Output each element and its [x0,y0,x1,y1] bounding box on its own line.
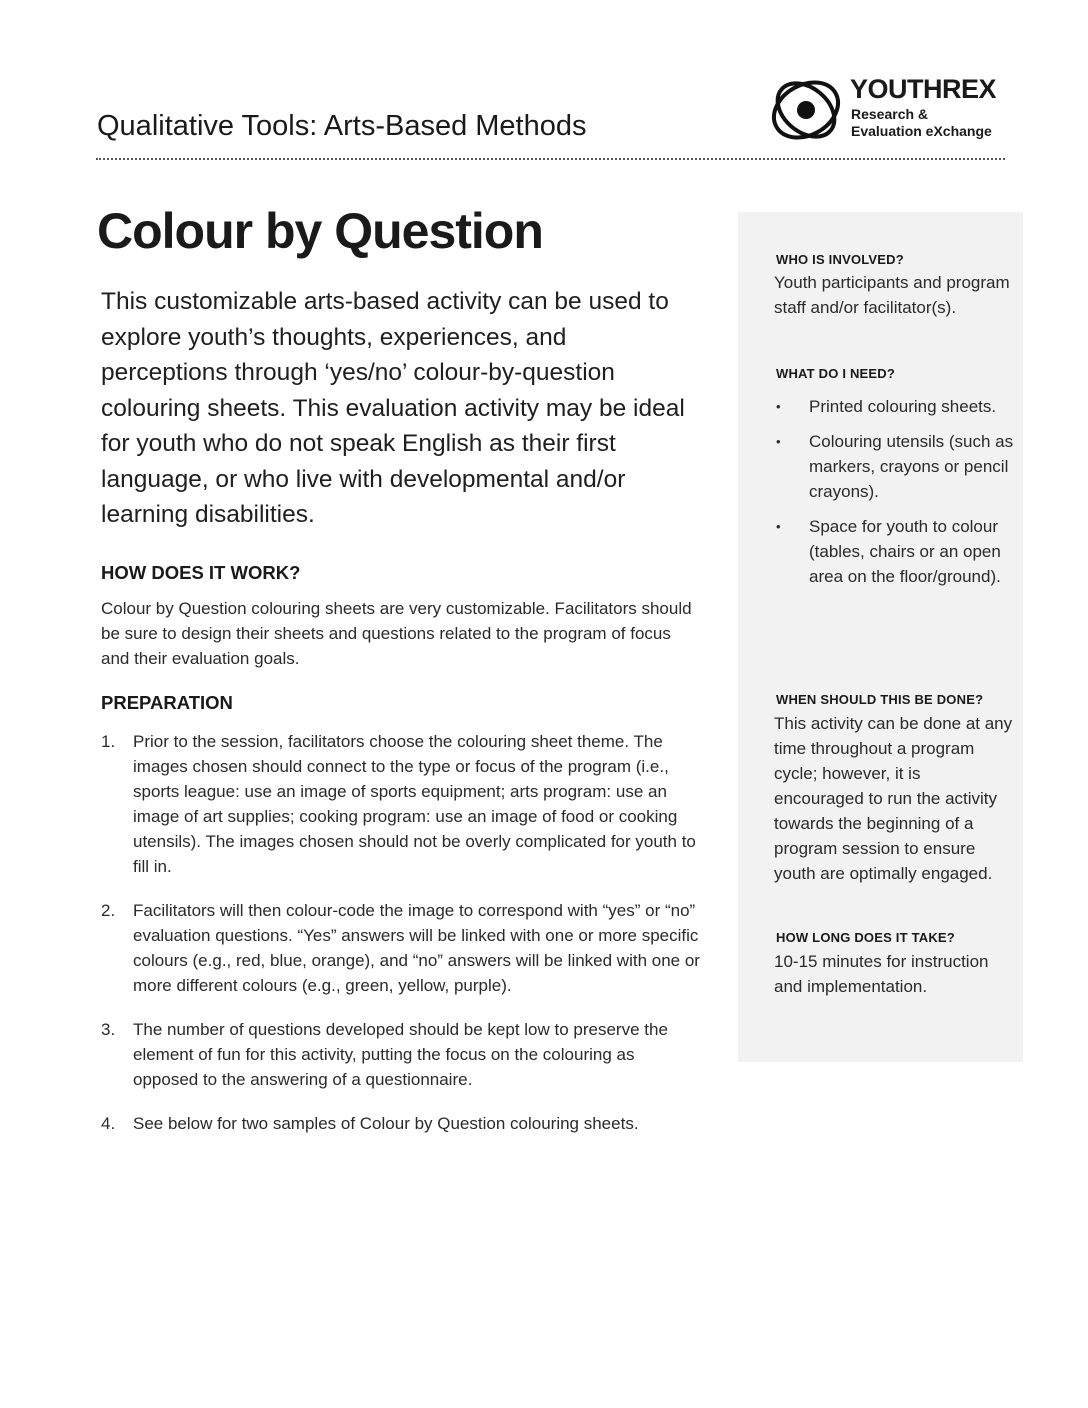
step-text: Facilitators will then colour-code the image to correspond with “yes” or “no” evaluation questions. “Yes” answers will be linked with one or more specific colours (e.g., red, blue, orange), and “no” answers will be linked with one or more different colours (e.g., green, yellow, purple). [133,901,700,995]
duration-heading: HOW LONG DOES IT TAKE? [776,930,955,945]
logo-name: YOUTHREX [850,74,997,104]
youthrex-logo [766,72,1008,152]
step-text: Prior to the session, facilitators choose the colouring sheet theme. The images chosen should connect to the type or focus of the program (i.e., sports league: use an image of sports equipment; arts program: use an image of art supplies; cooking program: use an image of food or cooking utensils). The images chosen should not be overly complicated for youth to fill in. [133,732,696,876]
list-item [774,394,1014,419]
duration-text: 10-15 minutes for instruction and implementation. [774,952,989,996]
list-item [774,429,1014,504]
logo-tagline-line-2: Evaluation eXchange [851,123,992,139]
need-item-text: Colouring utensils (such as markers, crayons or pencil crayons). [809,432,1014,501]
step-text: The number of questions developed should be kept low to preserve the element of fun for this activity, putting the focus on the colouring as opposed to the answering of a questionnaire. [133,1020,668,1089]
step-number: 4. [101,1114,116,1133]
step-number: 3. [101,1020,116,1039]
header-title: Qualitative Tools: Arts-Based Methods [97,110,587,142]
when-text: This activity can be done at any time throughout a program cycle; however, it is encouraged to run the activity towards the beginning of a program session to ensure youth are optimally engaged. [774,714,1013,883]
how-it-works-heading: HOW DOES IT WORK? [101,562,301,583]
need-item-text: Printed colouring sheets. [809,397,997,416]
list-item [101,1017,701,1092]
need-item-text: Space for youth to colour (tables, chairs or an open area on the floor/ground). [809,517,1001,586]
bullet-icon: • [776,399,781,414]
orbit-logo-icon [766,72,844,150]
logo-tagline [851,106,992,140]
list-item [101,729,701,879]
header-divider [96,158,1005,160]
how-it-works-text: Colour by Question colouring sheets are very customizable. Facilitators should be sure to design their sheets and questions related to the program of focus and their evaluation goals. [101,599,692,668]
list-item [774,514,1014,589]
preparation-heading: PREPARATION [101,692,233,713]
bullet-icon: • [776,519,781,534]
list-item [101,898,701,998]
preparation-steps [101,729,701,1155]
bullet-icon: • [776,434,781,449]
page-title: Colour by Question [97,203,543,259]
when-heading: WHEN SHOULD THIS BE DONE? [776,692,984,707]
logo-tagline-line-1: Research & [851,106,929,122]
step-number: 2. [101,901,116,920]
step-number: 1. [101,732,116,751]
list-item [101,1111,701,1136]
who-text: Youth participants and program staff and/or facilitator(s). [774,273,1010,317]
intro-paragraph: This customizable arts-based activity can be used to explore youth’s thoughts, experiences, and perceptions through ‘yes/no’ colour-by-question colouring sheets. This evaluation activity may be ideal for youth who do not speak English as their first language, or who live with developmental and/or learning disabilities. [101,288,685,528]
need-list [774,394,1014,599]
info-sidebar [738,212,1023,1062]
need-heading: WHAT DO I NEED? [776,366,896,381]
who-heading: WHO IS INVOLVED? [776,252,904,267]
step-text: See below for two samples of Colour by Question colouring sheets. [133,1114,639,1133]
